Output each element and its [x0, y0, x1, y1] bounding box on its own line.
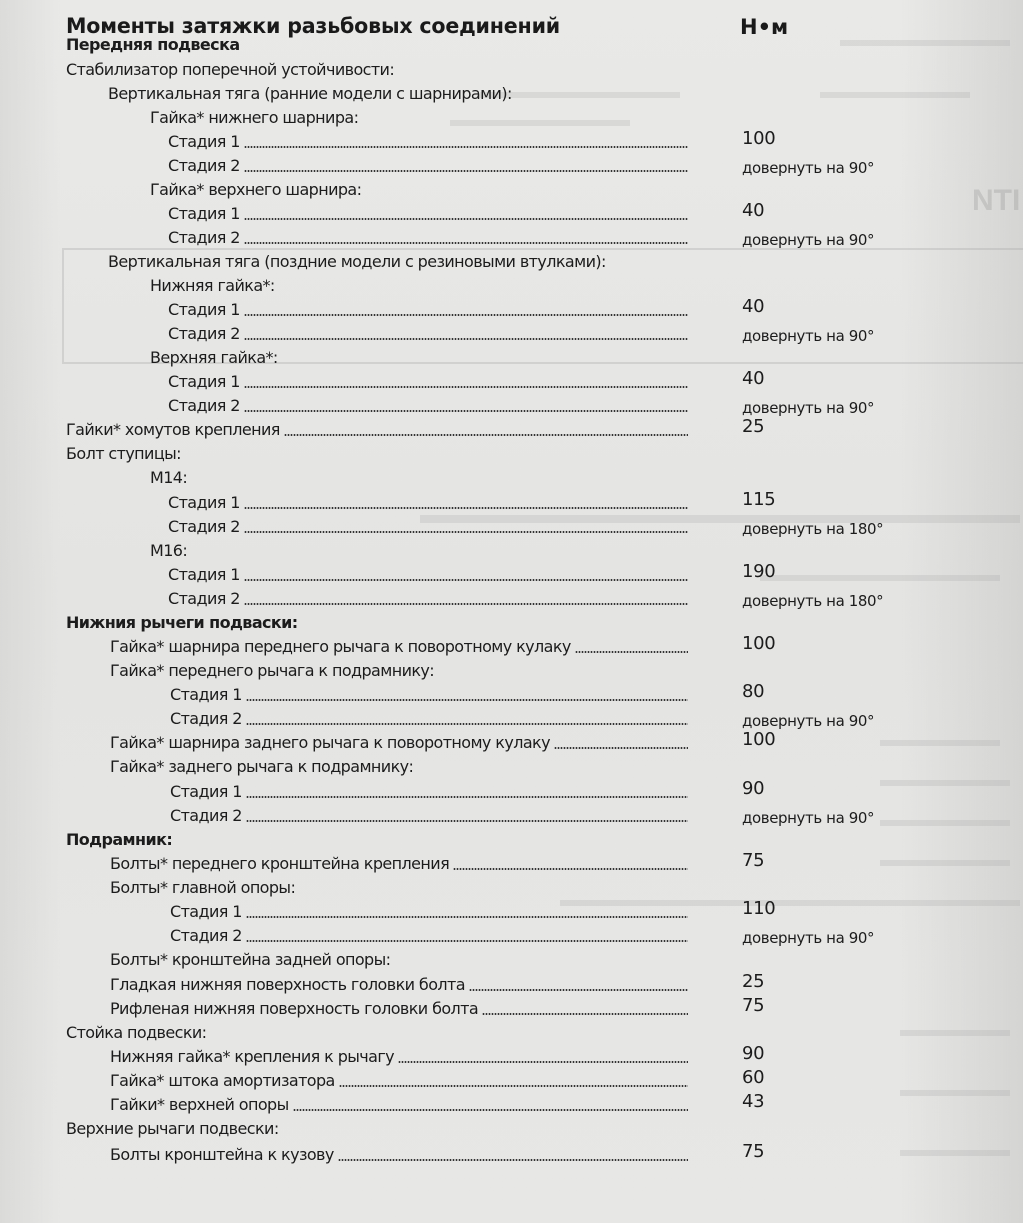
- table-row: [170, 924, 688, 948]
- row-label: Гайка* нижнего шарнира:: [150, 108, 359, 127]
- table-row: [168, 130, 688, 154]
- torque-value: довернуть на 90°: [742, 809, 875, 827]
- torque-value: довернуть на 180°: [742, 520, 884, 538]
- table-row: [66, 418, 688, 442]
- row-label: Стадия 1: [170, 782, 242, 801]
- row-label: Стадия 1: [170, 685, 242, 704]
- table-row: [170, 780, 688, 804]
- dot-leader: [244, 314, 688, 316]
- dot-leader: [244, 507, 688, 509]
- section-heading: [110, 876, 295, 900]
- section-heading: [66, 442, 181, 466]
- dot-leader: [453, 868, 688, 870]
- section-heading: [66, 58, 394, 82]
- torque-value: 75: [742, 1141, 765, 1162]
- row-label: Гайка* заднего рычага к подрамнику:: [110, 757, 414, 776]
- torque-value: 40: [742, 368, 765, 389]
- dot-leader: [338, 1159, 688, 1161]
- table-row: [168, 322, 688, 346]
- row-label: Стадия 2: [168, 396, 240, 415]
- table-row: [168, 491, 688, 515]
- row-label: Гайка* верхнего шарнира:: [150, 180, 362, 199]
- table-row: [170, 804, 688, 828]
- dot-leader: [244, 146, 688, 148]
- row-label: Гайки* верхней опоры: [110, 1095, 289, 1114]
- row-label: Гайка* штока амортизатора: [110, 1071, 335, 1090]
- row-label: Болт ступицы:: [66, 444, 181, 463]
- section-heading: [66, 33, 240, 57]
- section-heading: [150, 346, 278, 370]
- section-heading: [108, 250, 606, 274]
- row-label: Гладкая нижняя поверхность головки болта: [110, 975, 465, 994]
- torque-value: довернуть на 90°: [742, 929, 875, 947]
- torque-value: 60: [742, 1067, 765, 1088]
- dot-leader: [244, 410, 688, 412]
- row-label: Верхние рычаги подвески:: [66, 1119, 279, 1138]
- table-row: [110, 635, 688, 659]
- torque-value: 190: [742, 561, 776, 582]
- torque-value: 40: [742, 200, 765, 221]
- row-label: Нижния рычеги подваски:: [66, 613, 298, 632]
- dot-leader: [246, 916, 688, 918]
- section-heading: [150, 539, 187, 563]
- unit-label: Н•м: [740, 15, 789, 39]
- row-label: Верхняя гайка*:: [150, 348, 278, 367]
- row-label: Стадия 1: [168, 132, 240, 151]
- page-title: Моменты затяжки разьбовых соединений: [66, 14, 561, 38]
- dot-leader: [398, 1061, 688, 1063]
- table-row: [110, 1045, 688, 1069]
- table-row: [168, 298, 688, 322]
- dot-leader: [246, 796, 688, 798]
- row-label: Стабилизатор поперечной устойчивости:: [66, 60, 395, 79]
- dot-leader: [244, 242, 688, 244]
- table-row: [168, 226, 688, 250]
- table-row: [110, 1143, 688, 1167]
- dot-leader: [246, 699, 688, 701]
- row-label: Стадия 2: [170, 709, 242, 728]
- section-heading: [110, 948, 390, 972]
- dot-leader: [244, 338, 688, 340]
- section-heading: [66, 1021, 206, 1045]
- table-row: [168, 587, 688, 611]
- row-label: Гайка* шарнира переднего рычага к поворотному кулаку: [110, 637, 571, 656]
- section-heading: [150, 466, 187, 490]
- row-label: Вертикальная тяга (ранние модели с шарнирами):: [108, 84, 512, 103]
- row-label: Стадия 2: [170, 926, 242, 945]
- dot-leader: [554, 747, 688, 749]
- row-label: Болты кронштейна к кузову: [110, 1145, 334, 1164]
- torque-value: довернуть на 180°: [742, 592, 884, 610]
- row-label: Нижняя гайка* крепления к рычагу: [110, 1047, 395, 1066]
- torque-value: 25: [742, 971, 765, 992]
- row-label: Стадия 1: [168, 372, 240, 391]
- torque-value: 80: [742, 681, 765, 702]
- torque-value: довернуть на 90°: [742, 231, 875, 249]
- dot-leader: [284, 434, 688, 436]
- dot-leader: [244, 603, 688, 605]
- section-heading: [66, 828, 172, 852]
- torque-value: довернуть на 90°: [742, 327, 875, 345]
- row-label: Стадия 1: [168, 204, 240, 223]
- torque-value: 40: [742, 296, 765, 317]
- table-row: [168, 202, 688, 226]
- table-row: [110, 852, 688, 876]
- table-row: [168, 154, 688, 178]
- section-heading: [66, 611, 298, 635]
- dot-leader: [244, 386, 688, 388]
- table-row: [168, 394, 688, 418]
- row-label: Болты* кронштейна задней опоры:: [110, 950, 391, 969]
- dot-leader: [246, 723, 688, 725]
- table-row: [110, 973, 688, 997]
- torque-value: 100: [742, 729, 776, 750]
- row-label: Гайки* хомутов крепления: [66, 420, 280, 439]
- section-heading: [66, 1117, 279, 1141]
- table-row: [110, 1093, 688, 1117]
- dot-leader: [293, 1109, 688, 1111]
- table-row: [170, 683, 688, 707]
- dot-leader: [244, 579, 688, 581]
- row-label: Стадия 2: [168, 517, 240, 536]
- section-heading: [150, 178, 361, 202]
- torque-value: 115: [742, 489, 776, 510]
- row-label: Стадия 1: [168, 565, 240, 584]
- row-label: Стадия 1: [170, 902, 242, 921]
- row-label: Болты* главной опоры:: [110, 878, 296, 897]
- table-row: [170, 900, 688, 924]
- torque-value: 25: [742, 416, 765, 437]
- table-row: [110, 997, 688, 1021]
- row-label: Стадия 1: [168, 300, 240, 319]
- row-label: М16:: [150, 541, 188, 560]
- row-label: Подрамник:: [66, 830, 173, 849]
- row-label: Гайка* переднего рычага к подрамнику:: [110, 661, 435, 680]
- torque-value: 90: [742, 1043, 765, 1064]
- torque-value: 75: [742, 850, 765, 871]
- torque-value: 100: [742, 633, 776, 654]
- row-label: Нижняя гайка*:: [150, 276, 275, 295]
- table-row: [168, 370, 688, 394]
- row-label: Стадия 2: [168, 156, 240, 175]
- row-label: Стадия 2: [168, 324, 240, 343]
- row-label: М14:: [150, 468, 188, 487]
- table-row: [168, 515, 688, 539]
- torque-value: довернуть на 90°: [742, 399, 875, 417]
- table-row: [168, 563, 688, 587]
- row-label: Стадия 2: [170, 806, 242, 825]
- dot-leader: [244, 170, 688, 172]
- row-label: Гайка* шарнира заднего рычага к поворотному кулаку: [110, 733, 550, 752]
- torque-value: довернуть на 90°: [742, 159, 875, 177]
- row-label: Стадия 2: [168, 228, 240, 247]
- torque-value: 75: [742, 995, 765, 1016]
- row-label: Передняя подвеска: [66, 35, 240, 54]
- row-label: Стадия 1: [168, 493, 240, 512]
- section-heading: [150, 274, 275, 298]
- row-label: Болты* переднего кронштейна крепления: [110, 854, 450, 873]
- table-row: [110, 1069, 688, 1093]
- section-heading: [110, 755, 413, 779]
- section-heading: [150, 106, 358, 130]
- section-heading: [110, 659, 434, 683]
- torque-value: 43: [742, 1091, 765, 1112]
- row-label: Стадия 2: [168, 589, 240, 608]
- torque-value: 110: [742, 898, 776, 919]
- row-label: Стойка подвески:: [66, 1023, 207, 1042]
- table-row: [170, 707, 688, 731]
- torque-value: довернуть на 90°: [742, 712, 875, 730]
- table-row: [110, 731, 688, 755]
- dot-leader: [482, 1013, 688, 1015]
- dot-leader: [244, 218, 688, 220]
- dot-leader: [246, 820, 688, 822]
- dot-leader: [469, 989, 688, 991]
- dot-leader: [339, 1085, 688, 1087]
- dot-leader: [246, 940, 688, 942]
- torque-value: 90: [742, 778, 765, 799]
- dot-leader: [575, 651, 688, 653]
- row-label: Вертикальная тяга (поздние модели с резиновыми втулками):: [108, 252, 606, 271]
- torque-value: 100: [742, 128, 776, 149]
- dot-leader: [244, 531, 688, 533]
- section-heading: [108, 82, 512, 106]
- row-label: Рифленая нижняя поверхность головки болта: [110, 999, 479, 1018]
